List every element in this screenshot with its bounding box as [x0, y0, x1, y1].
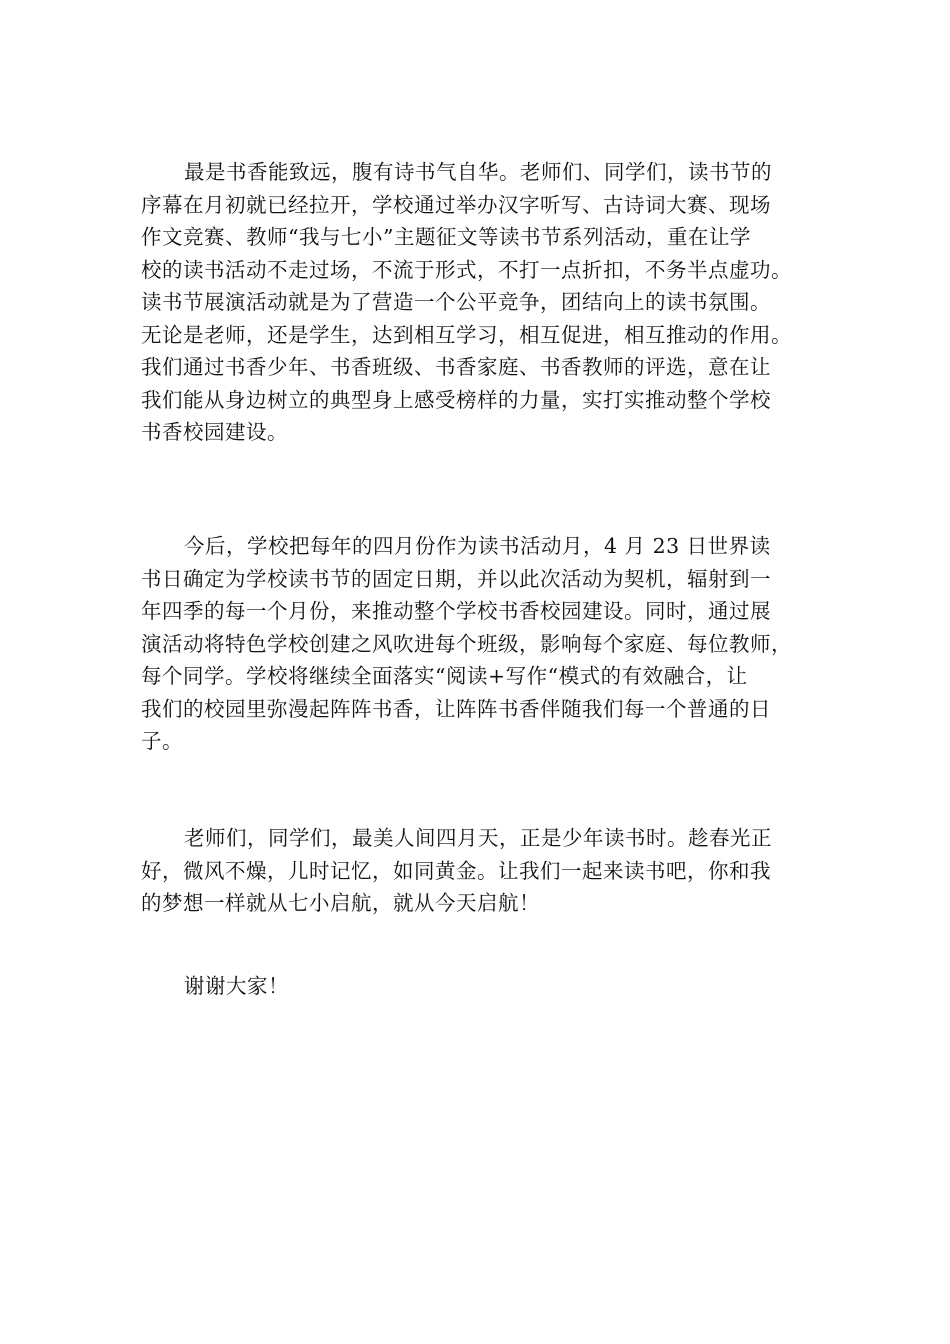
text-line: 老师们，同学们，最美人间四月天，正是少年读书时。趁春光正	[184, 826, 772, 850]
text-line: 好，微风不燥，儿时记忆，如同黄金。让我们一起来读书吧，你和我	[141, 858, 771, 883]
paragraph-thanks	[141, 970, 821, 1003]
text-line: 谢谢大家！	[184, 974, 289, 998]
paragraph-reading-festival	[141, 156, 821, 449]
text-line: 我们能从身边树立的典型身上感受榜样的力量，实打实推动整个学校	[141, 387, 771, 412]
paragraph-future-plan	[141, 530, 821, 758]
text-line: 我们通过书香少年、书香班级、书香家庭、书香教师的评选，意在让	[141, 355, 771, 379]
text-line: 书香校园建设。	[141, 420, 288, 444]
text-line: 每个同学。学校将继续全面落实“阅读+写作“模式的有效融合，让	[141, 664, 748, 688]
text-line: 演活动将特色学校创建之风吹进每个班级，影响每个家庭、每位教师，	[141, 631, 792, 656]
text-line: 子。	[141, 729, 183, 753]
text-line: 作文竞赛、教师“我与七小”主题征文等读书节系列活动，重在让学	[141, 225, 751, 249]
text-line: 我们的校园里弥漫起阵阵书香，让阵阵书香伴随我们每一个普通的日	[141, 696, 771, 721]
text-line: 今后，学校把每年的四月份作为读书活动月，4 月 23 日世界读	[184, 534, 771, 558]
text-line: 的梦想一样就从七小启航，就从今天启航！	[141, 891, 540, 915]
text-line: 校的读书活动不走过场，不流于形式，不打一点折扣，不务半点虚功。	[141, 257, 792, 282]
text-line: 最是书香能致远，腹有诗书气自华。老师们、同学们，读书节的	[184, 160, 772, 184]
text-line: 无论是老师，还是学生，达到相互学习，相互促进，相互推动的作用。	[141, 322, 792, 347]
text-line: 书日确定为学校读书节的固定日期，并以此次活动为契机，辐射到一	[141, 566, 771, 591]
text-line: 读书节展演活动就是为了营造一个公平竞争，团结向上的读书氛围。	[141, 290, 771, 314]
paragraph-closing-call	[141, 822, 821, 920]
text-line: 序幕在月初就已经拉开，学校通过举办汉字听写、古诗词大赛、现场	[141, 192, 771, 217]
text-line: 年四季的每一个月份，来推动整个学校书香校园建设。同时，通过展	[141, 599, 771, 623]
